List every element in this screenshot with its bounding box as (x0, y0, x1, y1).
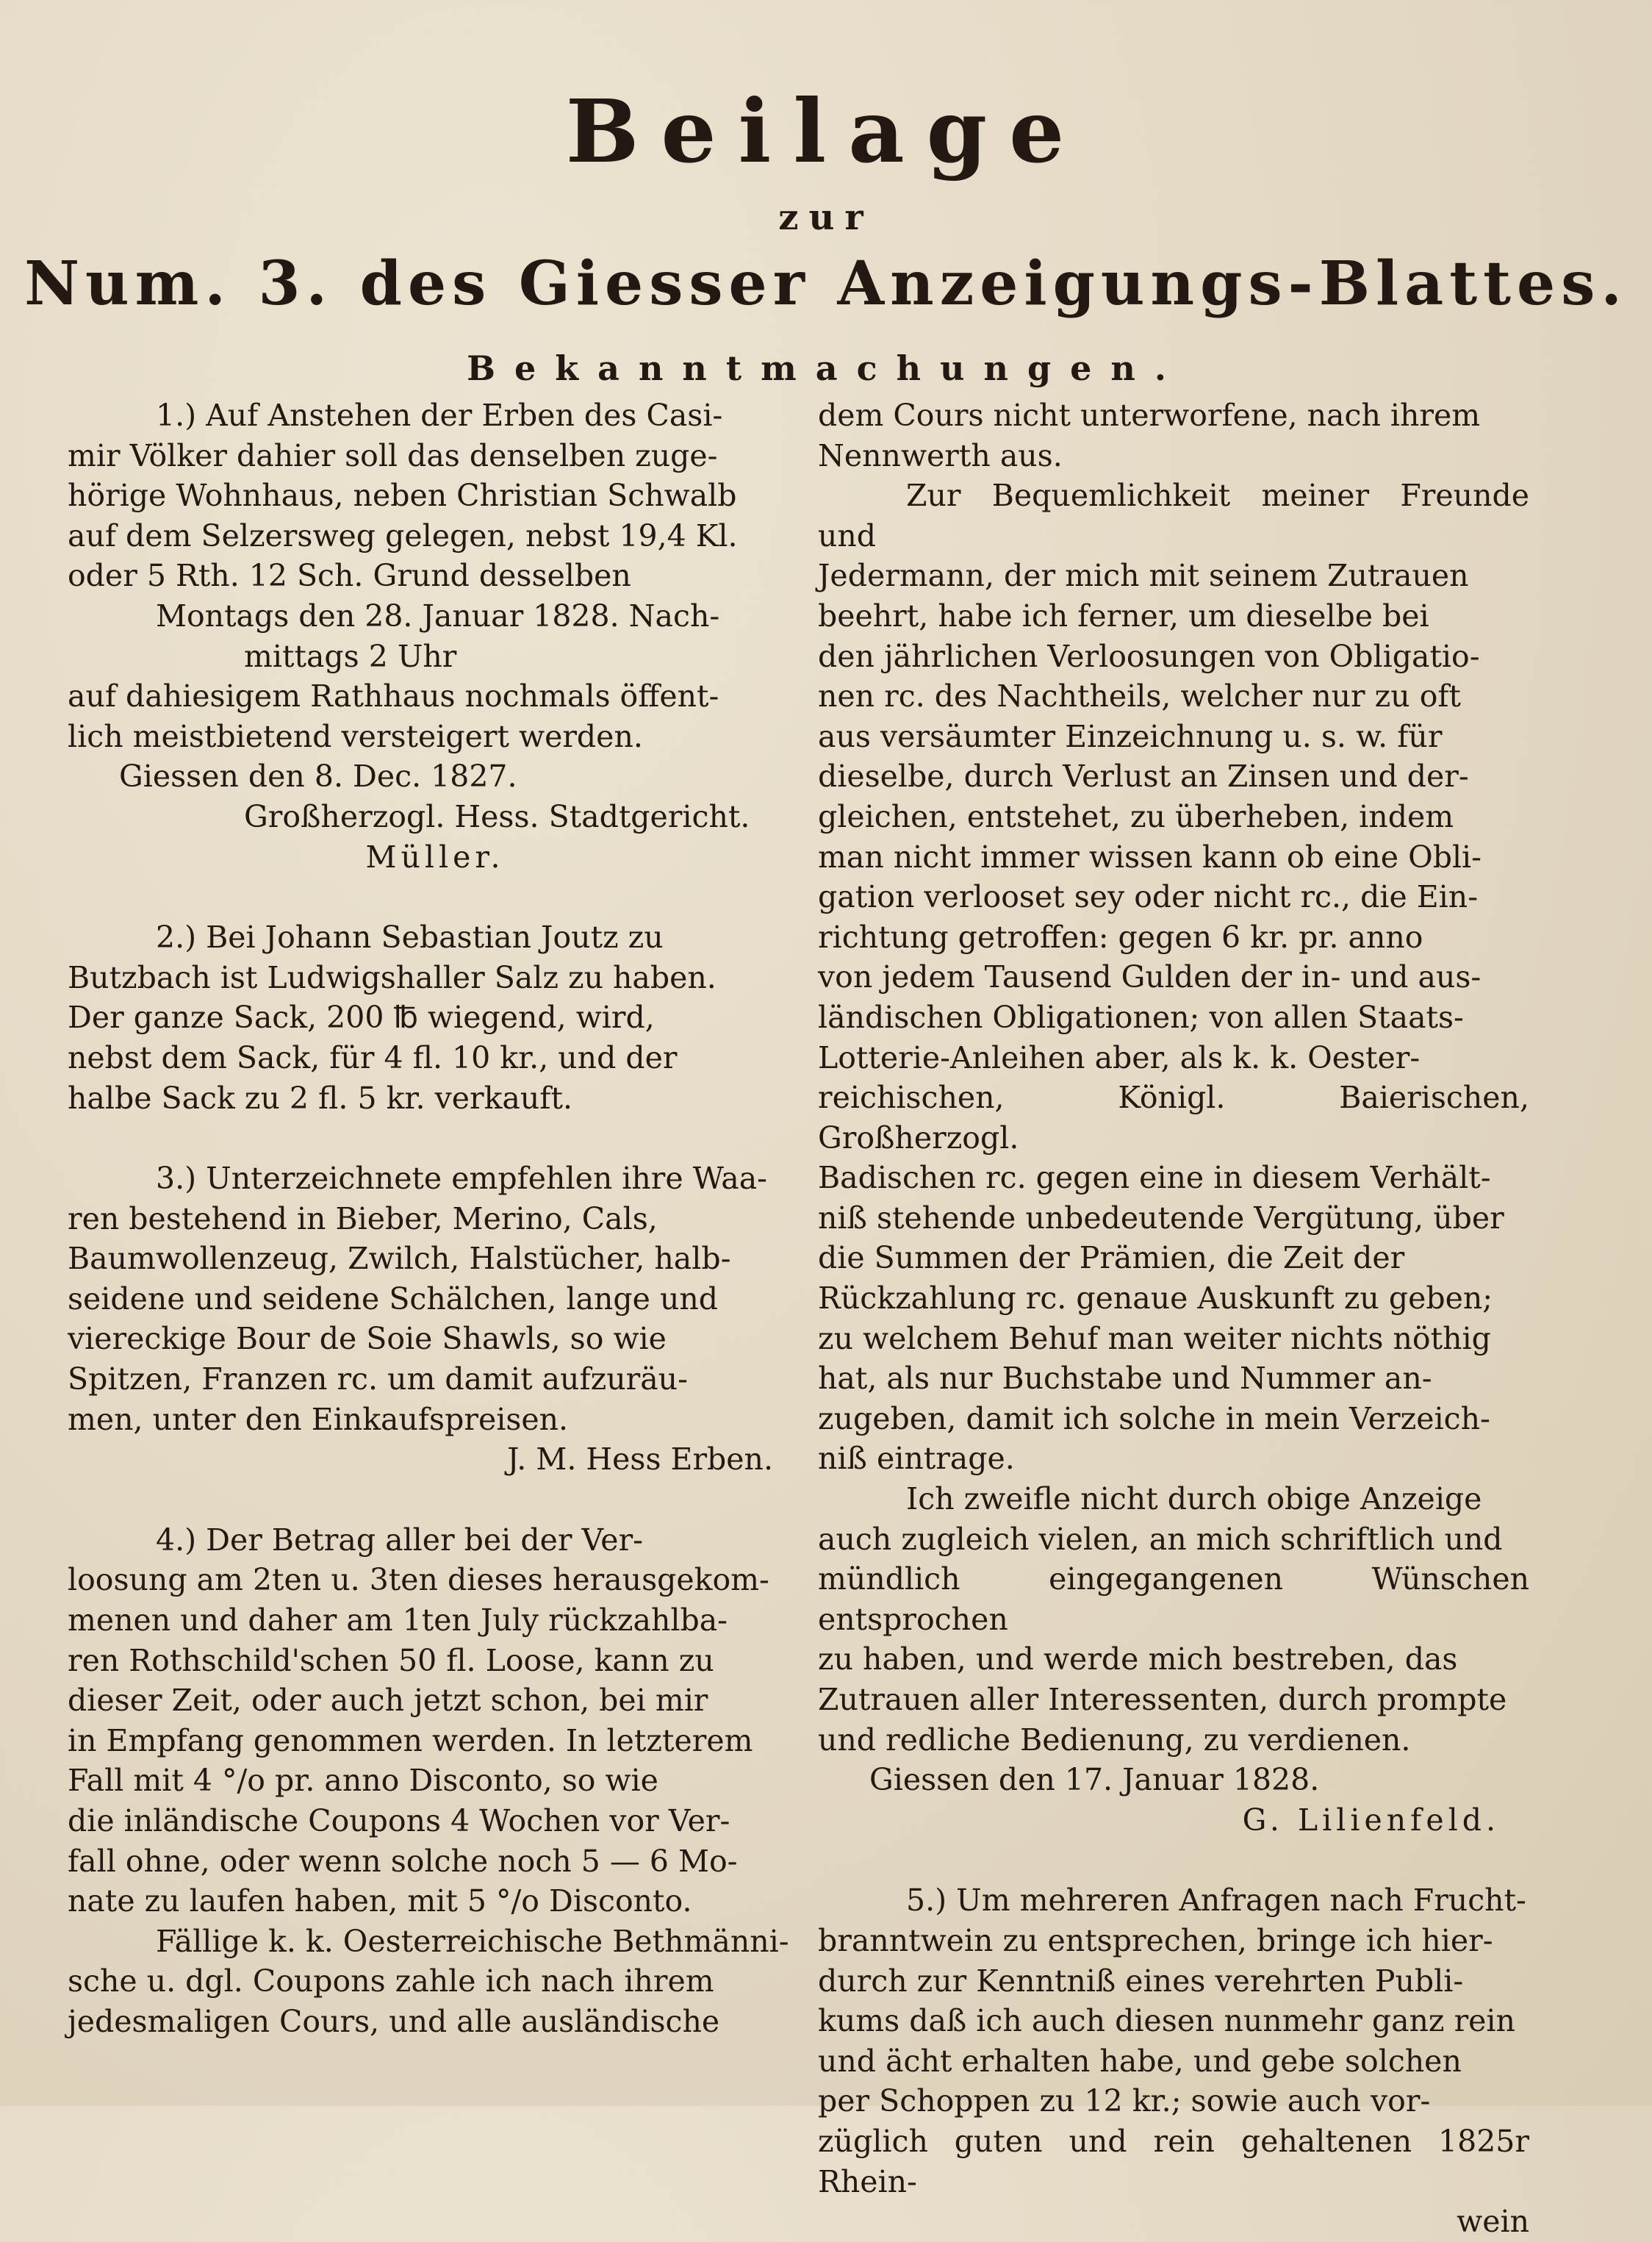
text-line: dem Cours nicht unterworfene, nach ihrem (818, 398, 1481, 433)
text-line: mir Völker dahier soll das denselben zuge- (68, 437, 718, 473)
text-line: beehrt, habe ich ferner, um dieselbe bei (818, 598, 1429, 634)
text-line: nate zu laufen haben, mit 5 °/o Disconto. (68, 1883, 692, 1919)
announcement-4 (68, 1520, 802, 2042)
text-line: branntwein zu entsprechen, bringe ich hier- (818, 1922, 1493, 1958)
text-line: mündlich eingegangenen Wünschen entsprochen (818, 1561, 1529, 1637)
text-line: Der ganze Sack, 200 ℔ wiegend, wird, (68, 1000, 655, 1036)
signature: Müller. (365, 839, 505, 875)
text-line: kums daß ich auch diesen nunmehr ganz rein (818, 2003, 1515, 2039)
place-date: Giessen den 17. Januar 1828. (869, 1762, 1320, 1798)
text-line: die inländische Coupons 4 Wochen vor Ver- (68, 1803, 730, 1838)
text-line: Baumwollenzeug, Zwilch, Halstücher, halb- (68, 1241, 731, 1277)
text-line: dieselbe, durch Verlust an Zinsen und der- (818, 759, 1469, 795)
text-line: Fall mit 4 °/o pr. anno Disconto, so wie (68, 1763, 658, 1799)
text-line: oder 5 Rth. 12 Sch. Grund desselben (68, 558, 631, 594)
text-line: Butzbach ist Ludwigshaller Salz zu haben. (68, 959, 717, 995)
text-line: Badischen rc. gegen eine in diesem Verhält- (818, 1160, 1491, 1196)
text-line: lich meistbietend versteigert werden. (68, 718, 643, 754)
text-line: reichischen, Königl. Baierischen, Großherzogl. (818, 1080, 1529, 1156)
signature: G. Lilienfeld. (1242, 1802, 1500, 1838)
text-line: und ächt erhalten habe, und gebe solchen (818, 2043, 1462, 2079)
text-line: Ich zweifle nicht durch obige Anzeige (906, 1481, 1482, 1517)
text-line: per Schoppen zu 12 kr.; sowie auch vor- (818, 2083, 1431, 2119)
text-line: dieser Zeit, oder auch jetzt schon, bei mir (68, 1683, 708, 1719)
text-line: ren bestehend in Bieber, Merino, Cals, (68, 1200, 658, 1236)
text-line: halbe Sack zu 2 fl. 5 kr. verkauft. (68, 1080, 572, 1116)
text-line: den jährlichen Verloosungen von Obligatio- (818, 638, 1480, 674)
court-name: Großherzogl. Hess. Stadtgericht. (244, 798, 750, 834)
text-line: nebst dem Sack, für 4 fl. 10 kr., und der (68, 1039, 678, 1075)
catchword: wein (1457, 2204, 1529, 2240)
text-line: ren Rothschild'schen 50 fl. Loose, kann zu (68, 1642, 714, 1678)
text-line: 5.) Um mehreren Anfragen nach Frucht- (906, 1883, 1526, 1919)
text-line: aus versäumter Einzeichnung u. s. w. für (818, 718, 1443, 754)
text-line: Fällige k. k. Oesterreichische Bethmänni- (156, 1923, 789, 1959)
text-line: menen und daher am 1ten July rückzahlba- (68, 1602, 728, 1638)
text-line: jedesmaligen Cours, und alle ausländische (68, 2003, 720, 2039)
text-line: Spitzen, Franzen rc. um damit aufzuräu- (68, 1361, 688, 1397)
text-line: Nennwerth aus. (818, 437, 1063, 473)
signature: J. M. Hess Erben. (507, 1441, 773, 1478)
text-line: auch zugleich vielen, an mich schriftlich und (818, 1521, 1503, 1557)
text-line: men, unter den Einkaufspreisen. (68, 1401, 569, 1437)
text-line: Zutrauen aller Interessenten, durch prompte (818, 1682, 1507, 1717)
left-column (68, 395, 802, 2042)
section-title: Bekanntmachungen. (467, 348, 1185, 388)
text-line: Jedermann, der mich mit seinem Zutrauen (818, 558, 1469, 594)
text-line: niß stehende unbedeutende Vergütung, über (818, 1200, 1504, 1236)
text-line: auf dem Selzersweg gelegen, nebst 19,4 Kl. (68, 517, 738, 554)
text-line: hörige Wohnhaus, neben Christian Schwalb (68, 478, 737, 514)
text-line: zu welchem Behuf man weiter nichts nöthig (818, 1320, 1491, 1356)
announcement-3 (68, 1158, 802, 1480)
announcement-5 (818, 1880, 1529, 2241)
text-line: in Empfang genommen werden. In letzterem (68, 1722, 753, 1758)
announcement-1 (68, 395, 802, 877)
title-connector: zur (778, 197, 874, 238)
text-line: und redliche Bedienung, zu verdienen. (818, 1722, 1411, 1758)
text-line: seidene und seidene Schälchen, lange und (68, 1281, 719, 1317)
text-line: Rückzahlung rc. genaue Auskunft zu geben; (818, 1281, 1493, 1317)
text-line: sche u. dgl. Coupons zahle ich nach ihrem (68, 1963, 714, 1999)
text-line: 3.) Unterzeichnete empfehlen ihre Waa- (156, 1161, 768, 1197)
text-line: 2.) Bei Johann Sebastian Joutz zu (156, 920, 664, 956)
text-line: 4.) Der Betrag aller bei der Ver- (156, 1522, 644, 1558)
right-column (818, 395, 1529, 2242)
text-line: zu haben, und werde mich bestreben, das (818, 1641, 1458, 1677)
text-line: gleichen, entstehet, zu überheben, indem (818, 798, 1454, 834)
text-line: gation verlooset sey oder nicht rc., die Ein- (818, 879, 1479, 915)
text-line: durch zur Kenntniß eines verehrten Publi- (818, 1963, 1464, 1999)
page-subtitle: Num. 3. des Giesser Anzeigungs-Blattes. (24, 248, 1628, 319)
page-title: Beilage (565, 80, 1087, 182)
announcement-2 (68, 917, 802, 1118)
text-line: hat, als nur Buchstabe und Nummer an- (818, 1361, 1432, 1397)
text-line: Lotterie-Anleihen aber, als k. k. Oester- (818, 1039, 1421, 1075)
text-line: auf dahiesigem Rathhaus nochmals öffent- (68, 678, 719, 714)
text-line: zugeben, damit ich solche in mein Verzeich- (818, 1400, 1490, 1436)
text-line: 1.) Auf Anstehen der Erben des Casi- (156, 398, 723, 433)
text-line: die Summen der Prämien, die Zeit der (818, 1240, 1405, 1276)
auction-time: mittags 2 Uhr (244, 638, 457, 674)
text-line: richtung getroffen: gegen 6 kr. pr. anno (818, 919, 1423, 955)
text-line: von jedem Tausend Gulden der in- und aus- (818, 959, 1482, 995)
text-line: Zur Bequemlichkeit meiner Freunde und (818, 478, 1529, 554)
text-line: fall ohne, oder wenn solche noch 5 — 6 Mo- (68, 1843, 738, 1879)
text-line: man nicht immer wissen kann ob eine Obli- (818, 839, 1482, 875)
auction-date: Montags den 28. Januar 1828. Nach- (156, 598, 720, 634)
text-line: ländischen Obligationen; von allen Staats- (818, 999, 1464, 1035)
text-line: nen rc. des Nachtheils, welcher nur zu oft (818, 678, 1462, 714)
announcement-4-continued (818, 395, 1529, 1840)
text-line: niß eintrage. (818, 1441, 1015, 1477)
place-date: Giessen den 8. Dec. 1827. (119, 759, 517, 795)
text-line: viereckige Bour de Soie Shawls, so wie (68, 1321, 667, 1357)
text-line: loosung am 2ten u. 3ten dieses herausgekom- (68, 1562, 769, 1598)
text-line: züglich guten und rein gehaltenen 1825r Rhein- (818, 2123, 1529, 2199)
